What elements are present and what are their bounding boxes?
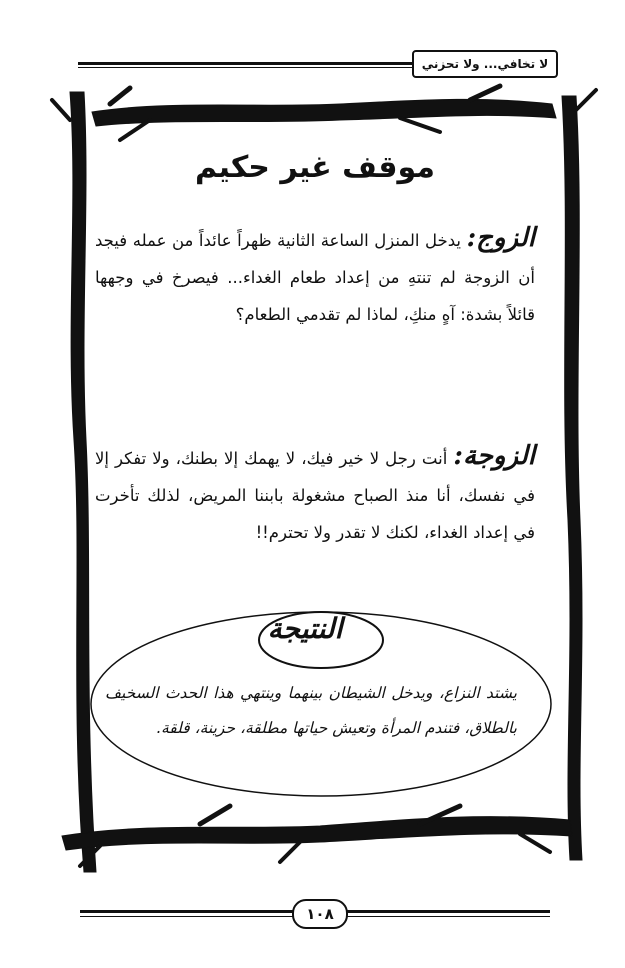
husband-text: يدخل المنزل الساعة الثانية ظهراً عائداً من عمله فيجد أن الزوجة لم تنتهِ من إعداد طعام الغداء... فيصرخ في وجهها قائلاً بشدة: آهٍ منكِ، لماذا لم تقدمي الطعام؟	[95, 231, 535, 324]
husband-paragraph	[95, 220, 535, 333]
wife-text: أنت رجل لا خير فيك، لا يهمك إلا بطنك، ولا تفكر إلا في نفسك، أنا منذ الصباح مشغولة بابننا المريض، لذلك تأخرت في إعداد الغداء، لكنك لا تقدر ولا تحترم!!	[95, 449, 535, 542]
husband-speaker-label: الزوج:	[466, 223, 535, 253]
result-text: يشتد النزاع، ويدخل الشيطان بينهما وينتهي هذا الحدث السخيف بالطلاق، فتندم المرأة وتعيش حياتها مطلقة، حزينة، قلقة.	[105, 684, 517, 737]
wife-speaker-label: الزوجة:	[453, 441, 535, 471]
result-title: النتيجة	[267, 612, 343, 645]
page-number: ١٠٨	[292, 899, 348, 929]
page-title: موقف غير حكيم	[195, 150, 435, 185]
wife-paragraph	[95, 438, 535, 551]
running-header-title: لا تخافي... ولا تحزني	[412, 50, 558, 78]
